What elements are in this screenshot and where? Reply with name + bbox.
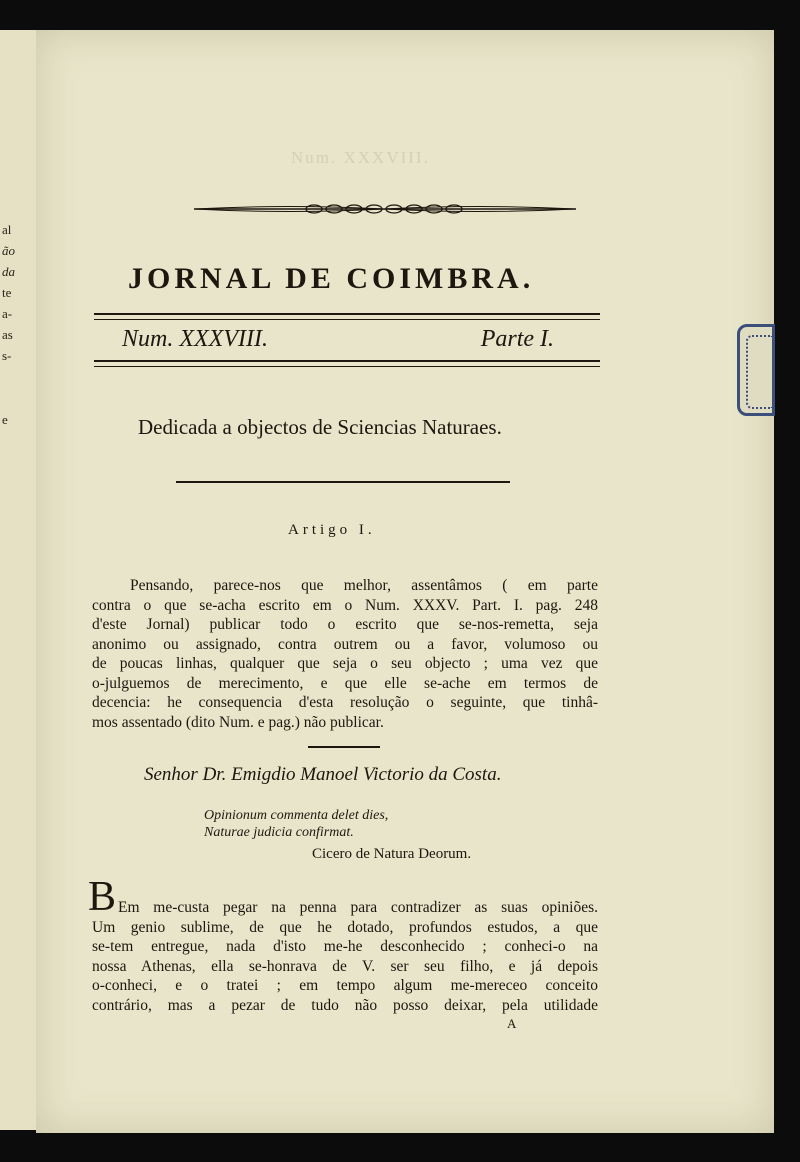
text-line: Pensando, parece-nos que melhor, assentâmos ( em parte: [130, 577, 598, 594]
text-line: decencia: he consequencia d'esta resolução o seguinte, que tinhâ-: [92, 694, 598, 711]
text-line: o-julguemos de merecimento, e que elle se-ache em termos de: [92, 674, 598, 692]
text-line: Um genio sublime, de que he dotado, profundos estudos, a que: [92, 918, 598, 936]
letter-paragraph: [92, 898, 598, 1015]
issue-number: Num. XXXVIII.: [122, 326, 268, 352]
document-page: [36, 30, 774, 1133]
drop-cap: B: [88, 874, 117, 920]
text-line: de poucas linhas, qualquer que seja o seu objecto ; uma vez que: [92, 655, 598, 672]
text-line: anonimo ou assignado, contra outrem ou a favor, volumoso ou: [92, 635, 598, 653]
archive-tab: [737, 324, 775, 416]
prev-fragment: da: [2, 264, 15, 279]
text-line: o-conheci, e o tratei ; em tempo algum me-mereceo conceito: [92, 977, 598, 994]
rule-bottom-2: [94, 366, 600, 367]
letter-addressee: Senhor Dr. Emigdio Manoel Victorio da Costa.: [144, 764, 502, 785]
text-line: Em me-custa pegar na penna para contradizer as suas opiniões.: [118, 899, 598, 916]
rule-top-1: [94, 313, 600, 315]
epigraph-line: Naturae judicia confirmat.: [204, 825, 354, 840]
epigraph-line: Opinionum commenta delet dies,: [204, 808, 389, 823]
prev-fragment: te: [2, 285, 12, 300]
rule-bottom-1: [94, 360, 600, 362]
subtitle: Dedicada a objectos de Sciencias Naturaes.: [138, 415, 502, 439]
text-line: d'este Jornal) publicar todo o escrito que se-nos-remetta, seja: [92, 616, 598, 633]
text-line: contrário, mas a pezar de tudo não posso deixar, pela utilidade: [92, 996, 598, 1014]
text-line: nossa Athenas, ella se-honrava de V. ser seu filho, e já depois: [92, 957, 598, 975]
prev-fragment: ão: [2, 243, 15, 258]
prev-fragment: s-: [2, 348, 12, 363]
signature-mark: A: [507, 1016, 517, 1031]
text-line: se-tem entregue, nada d'isto me-he desconhecido ; conheci-o na: [92, 938, 598, 955]
text-line: mos assentado (dito Num. e pag.) não publicar.: [92, 713, 384, 731]
epigraph-source: Cicero de Natura Deorum.: [312, 846, 472, 862]
section-rule: [176, 481, 510, 483]
ornament-rule: [194, 202, 576, 216]
journal-title: JORNAL DE COIMBRA.: [128, 262, 535, 295]
bleed-through-running-head: Num. XXXVIII.: [291, 148, 430, 167]
rule-top-2: [94, 319, 600, 320]
prev-fragment: e: [2, 412, 8, 427]
text-line: contra o que se-acha escrito em o Num. XXXV. Part. I. pag. 248: [92, 596, 598, 614]
part-label: Parte I.: [480, 326, 554, 352]
prev-fragment: a-: [2, 306, 13, 321]
prev-fragment: al: [2, 222, 12, 237]
epigraph: [204, 807, 388, 841]
prev-fragment: as: [2, 327, 13, 342]
article-heading: Artigo I.: [288, 522, 376, 538]
short-rule: [308, 746, 380, 748]
intro-paragraph: [92, 576, 598, 732]
